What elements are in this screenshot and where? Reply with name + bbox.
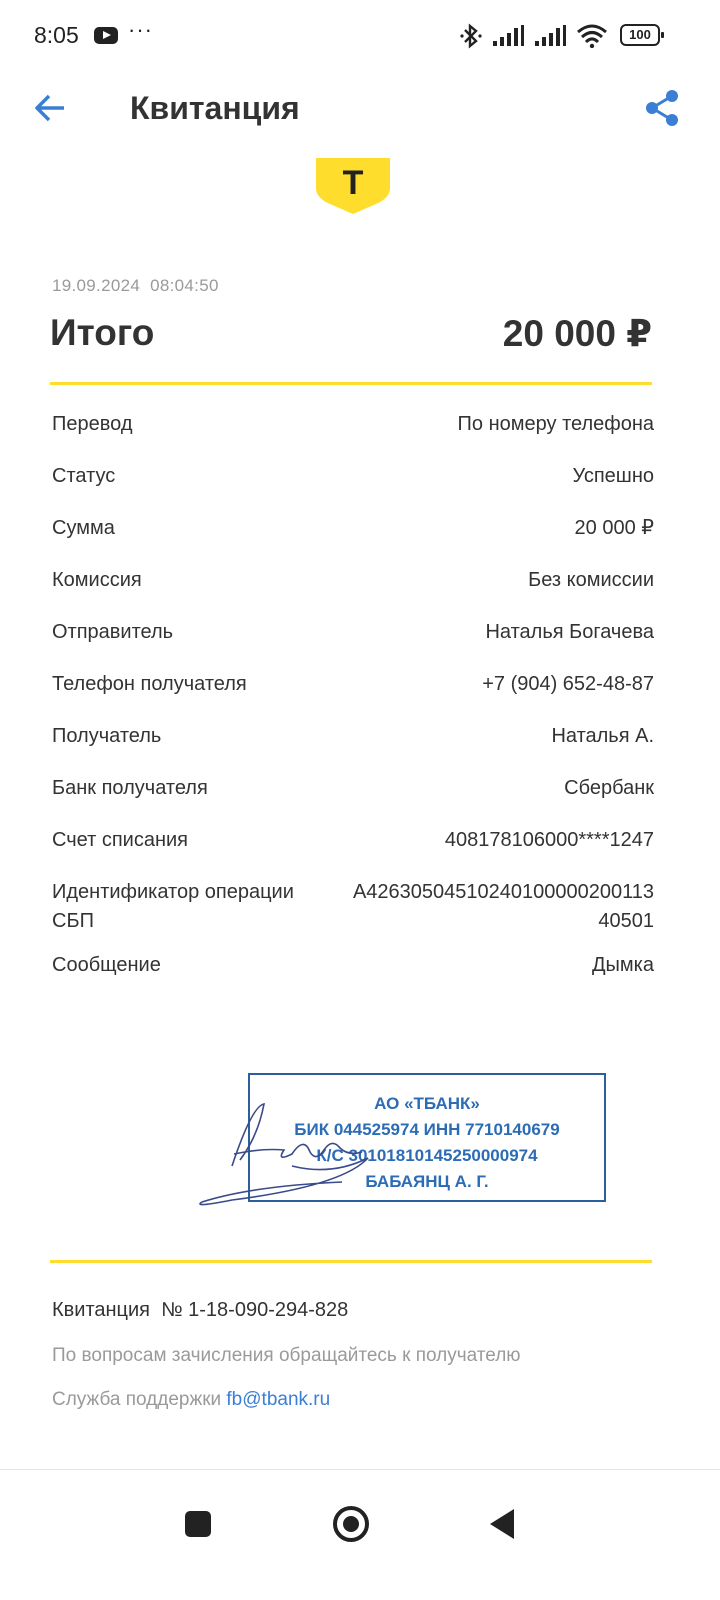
stamp-line: К/С 30101810145250000974 [316, 1146, 538, 1165]
system-back-button[interactable] [490, 1509, 514, 1539]
detail-value: Успешно [572, 465, 654, 487]
detail-label: Сообщение [52, 954, 161, 976]
status-bar [0, 0, 720, 72]
wifi-icon [576, 24, 608, 48]
detail-value: Наталья Богачева [485, 621, 654, 643]
detail-row-amount [52, 514, 654, 543]
bluetooth-icon [460, 23, 482, 49]
youtube-icon [94, 27, 118, 44]
detail-value: 408178106000****1247 [444, 829, 654, 851]
arrow-left-icon [34, 94, 66, 122]
detail-label: Банк получателя [52, 777, 208, 799]
support-label: Служба поддержки [52, 1389, 227, 1410]
nav-bar-divider [0, 1469, 720, 1470]
detail-label: Идентификатор операции СБП [52, 881, 294, 932]
page-title: Квитанция [130, 90, 300, 126]
stamp-line: БИК 044525974 ИНН 7710140679 [294, 1120, 560, 1139]
receipt-number: Квитанция № 1-18-090-294-828 [52, 1299, 349, 1321]
detail-row-recipient-bank [52, 774, 654, 803]
status-icons [460, 22, 608, 50]
support-line [52, 1389, 330, 1411]
battery-icon: 100 [620, 24, 660, 46]
detail-value[interactable]: +7 (904) 652-48-87 [482, 673, 654, 695]
detail-row-message [52, 951, 654, 980]
detail-value: Без комиссии [528, 569, 654, 591]
detail-label: Отправитель [52, 621, 174, 643]
signature [192, 1096, 402, 1212]
support-email-link[interactable]: fb@tbank.ru [226, 1389, 331, 1410]
yellow-divider [50, 1260, 652, 1263]
receipt-details [52, 410, 654, 1003]
detail-row-recipient [52, 722, 654, 751]
detail-value: По номеру телефона [457, 413, 654, 435]
detail-label: Получатель [52, 725, 162, 747]
recipient-note: По вопросам зачисления обращайтесь к получателю [52, 1345, 521, 1366]
share-button[interactable] [640, 86, 684, 130]
home-button[interactable] [333, 1506, 369, 1542]
detail-value: Дымка [592, 954, 654, 976]
detail-row-sender [52, 618, 654, 647]
stamp-line: АО «ТБАНК» [374, 1094, 480, 1113]
signal-icon [534, 25, 566, 47]
detail-label: Телефон получателя [52, 673, 247, 695]
detail-row-transfer [52, 410, 654, 439]
detail-label: Перевод [52, 413, 133, 435]
stamp-line: БАБАЯНЦ А. Г. [365, 1172, 489, 1191]
detail-value: 20 000 ₽ [574, 517, 654, 539]
app-header [0, 72, 720, 148]
transaction-datetime: 19.09.2024 08:04:50 [52, 276, 219, 295]
total-value: 20 000 ₽ [502, 313, 652, 354]
total-label: Итого [50, 312, 155, 353]
detail-label: Статус [52, 465, 116, 487]
yellow-divider [50, 382, 652, 385]
logo-letter: T [342, 164, 364, 202]
detail-value: Наталья А. [551, 725, 654, 747]
status-time: 8:05 [34, 22, 79, 48]
recents-button[interactable] [185, 1511, 211, 1537]
detail-row-commission [52, 566, 654, 595]
detail-row-status [52, 462, 654, 491]
signal-icon [492, 25, 524, 47]
detail-label: Счет списания [52, 829, 188, 851]
detail-row-debit-account [52, 826, 654, 855]
detail-label: Комиссия [52, 569, 142, 591]
detail-value: A4263050451024010000020011340501 [352, 881, 654, 932]
detail-value: Сбербанк [564, 777, 654, 799]
detail-label: Сумма [52, 517, 115, 539]
detail-row-sbp-id [52, 878, 654, 936]
back-button[interactable] [30, 88, 70, 128]
share-icon [644, 89, 680, 127]
more-notifications-icon: ··· [128, 17, 153, 42]
tbank-logo [316, 158, 390, 214]
detail-row-recipient-phone [52, 670, 654, 699]
